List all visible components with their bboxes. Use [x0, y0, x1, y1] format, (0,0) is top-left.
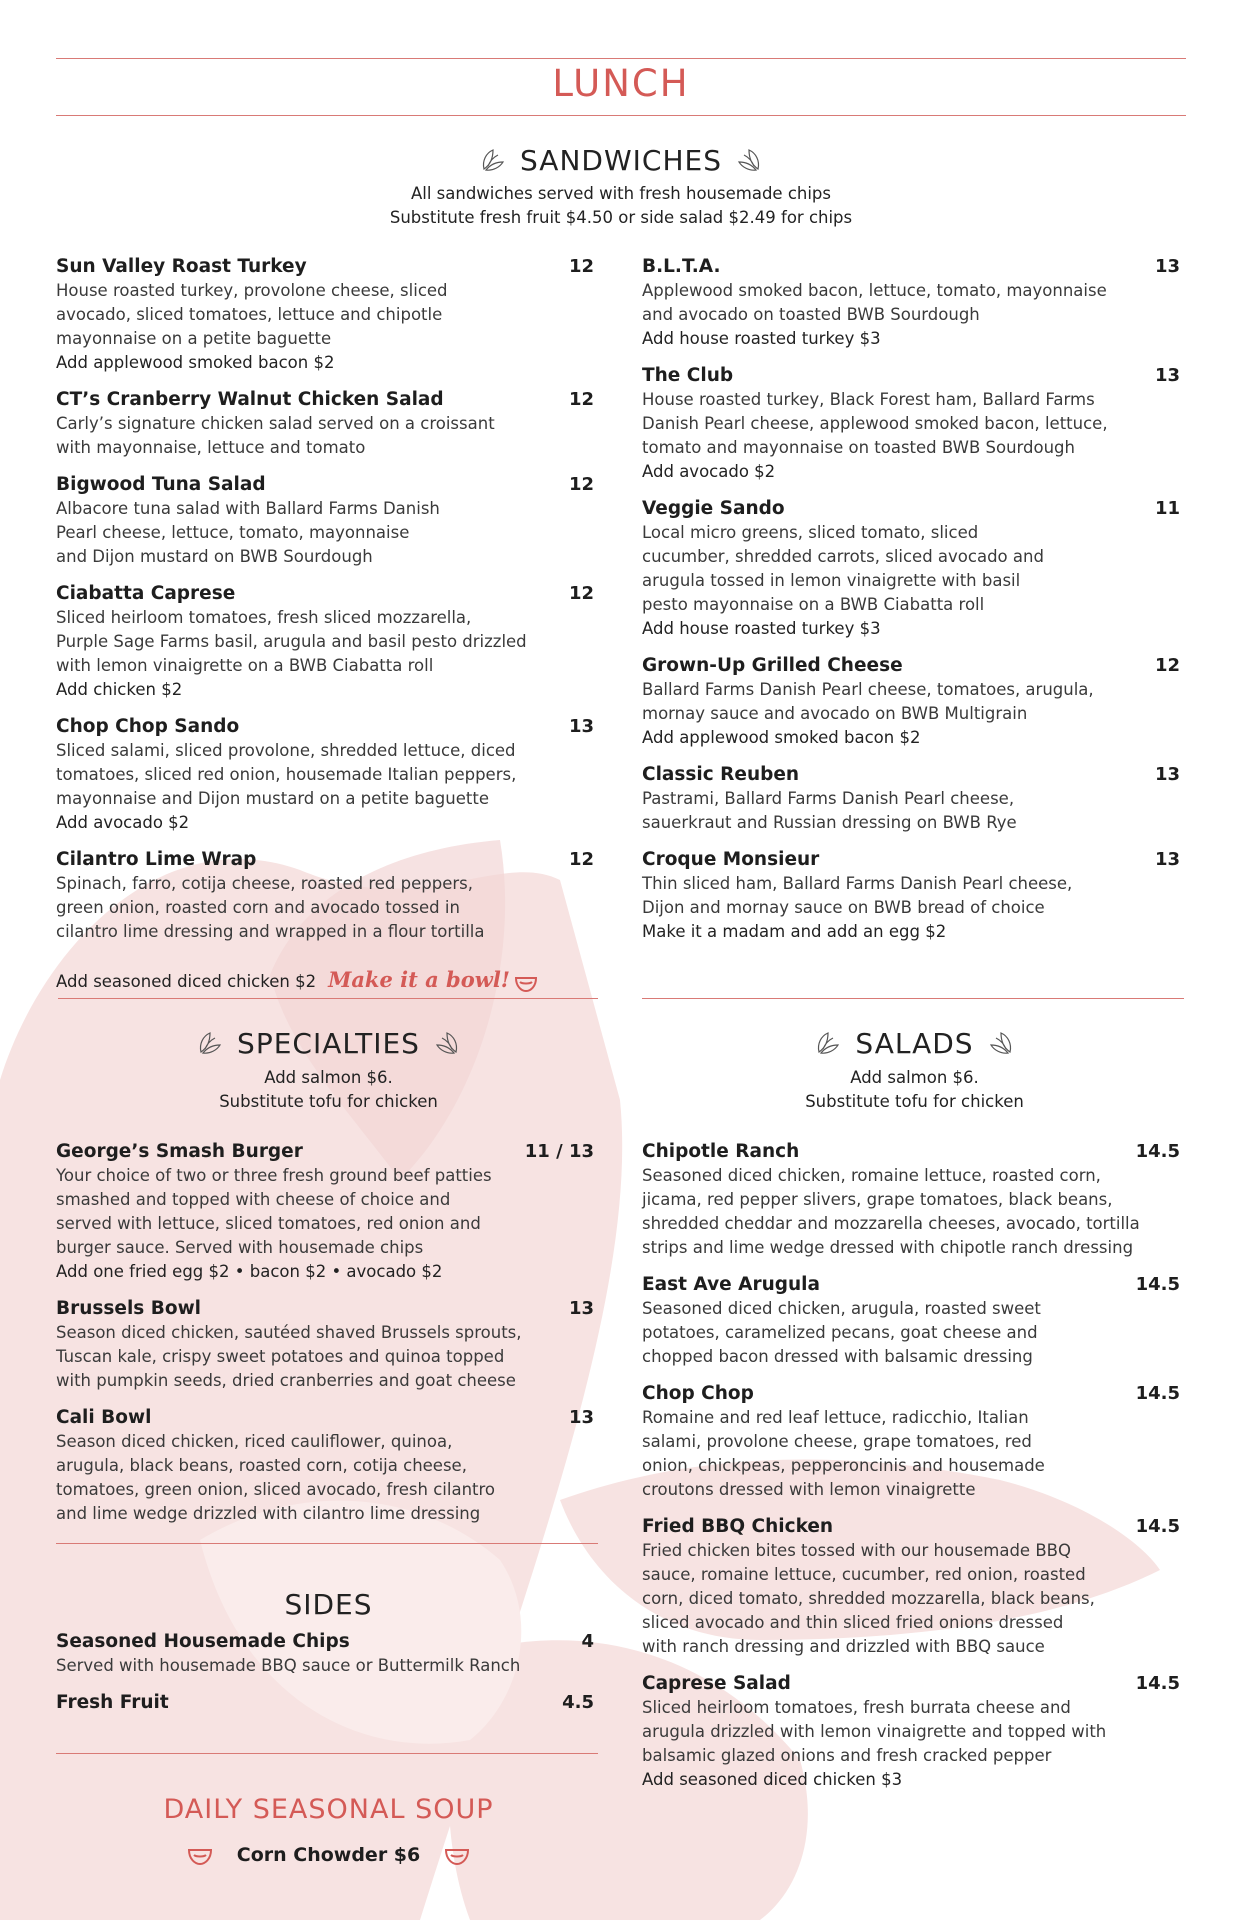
sandwiches-notes: [56, 182, 1186, 230]
item-description: Ballard Farms Danish Pearl cheese, tomatoes, arugula, mornay sauce and avocado on BWB Multigrain: [642, 680, 1094, 723]
section-divider: [642, 998, 1184, 999]
item-description: Pastrami, Ballard Farms Danish Pearl cheese, sauerkraut and Russian dressing on BWB Rye: [642, 789, 1017, 832]
lotus-leaf-icon: [480, 147, 506, 173]
item-name: Fried BBQ Chicken: [642, 1516, 834, 1537]
item-addon: Make it a madam and add an egg $2: [642, 922, 947, 941]
menu-item: [642, 255, 1180, 351]
menu-item: [642, 763, 1180, 835]
item-description: Seasoned diced chicken, romaine lettuce, roasted corn, jicama, red pepper slivers, grape tomatoes, black beans, shredded cheddar and mozzarella cheeses, avocado, tortilla strips and lime wedge dressed with chipotle ranch dressing: [642, 1166, 1140, 1257]
item-description: Seasoned diced chicken, arugula, roasted sweet potatoes, caramelized pecans, goat cheese and chopped bacon dressed with balsamic dressing: [642, 1299, 1041, 1366]
item-price: 13: [1154, 256, 1180, 277]
section-divider: [56, 1543, 598, 1544]
salads-header: [642, 1023, 1187, 1063]
item-price: 12: [568, 474, 594, 495]
section-divider: [58, 998, 598, 999]
salads-note: Substitute tofu for chicken: [805, 1092, 1024, 1111]
menu-item: [56, 1630, 594, 1678]
page-title: LUNCH: [552, 62, 690, 105]
item-description: Season diced chicken, riced cauliflower, quinoa, arugula, black beans, roasted corn, cotija cheese, tomatoes, green onion, sliced avocado, fresh cilantro and lime wedge drizzled with cilantro lime dressing: [56, 1432, 496, 1523]
item-price: 14.5: [1135, 1141, 1180, 1162]
sides-column: [56, 1630, 594, 1728]
item-price: 4.5: [562, 1692, 594, 1713]
item-addon: Add seasoned diced chicken $2: [56, 972, 317, 991]
item-name: Veggie Sando: [642, 498, 785, 519]
item-price: 14.5: [1135, 1383, 1180, 1404]
specialties-title: SPECIALTIES: [237, 1026, 420, 1060]
item-description: Carly’s signature chicken salad served on a croissant with mayonnaise, lettuce and tomato: [56, 414, 495, 457]
item-description: Spinach, farro, cotija cheese, roasted red peppers, green onion, roasted corn and avocado tossed in cilantro lime dressing and wrapped in a flour tortilla: [56, 874, 485, 941]
specialties-note: Add salmon $6.: [264, 1068, 393, 1087]
item-name: Bigwood Tuna Salad: [56, 474, 266, 495]
item-addon: Add house roasted turkey $3: [642, 619, 881, 638]
item-description: Local micro greens, sliced tomato, sliced cucumber, shredded carrots, sliced avocado and arugula tossed in lemon vinaigrette with basil pesto mayonnaise on a BWB Ciabatta roll: [642, 523, 1044, 614]
item-price: 13: [568, 1298, 594, 1319]
menu-item: [642, 1140, 1180, 1260]
item-addon: Add applewood smoked bacon $2: [642, 728, 921, 747]
specialties-note: Substitute tofu for chicken: [219, 1092, 438, 1111]
item-name: Seasoned Housemade Chips: [56, 1631, 350, 1652]
item-name: George’s Smash Burger: [56, 1141, 303, 1162]
item-addon: Add house roasted turkey $3: [642, 329, 881, 348]
item-name: East Ave Arugula: [642, 1274, 820, 1295]
item-description: Sliced heirloom tomatoes, fresh sliced mozzarella, Purple Sage Farms basil, arugula and basil pesto drizzled with lemon vinaigrette on a BWB Ciabatta roll: [56, 608, 527, 675]
soup-title: DAILY SEASONAL SOUP: [163, 1793, 494, 1825]
item-name: Chipotle Ranch: [642, 1141, 800, 1162]
item-addon-line: [56, 944, 594, 994]
item-name: Chop Chop Sando: [56, 716, 240, 737]
bowl-icon: [444, 1844, 470, 1866]
item-addon: Add avocado $2: [642, 462, 776, 481]
menu-item: [56, 715, 594, 835]
item-price: 12: [568, 583, 594, 604]
item-price: 13: [1154, 849, 1180, 870]
sandwiches-note: All sandwiches served with fresh housemade chips: [410, 184, 832, 203]
item-description: Sliced salami, sliced provolone, shredded lettuce, diced tomatoes, sliced red onion, housemade Italian peppers, mayonnaise and Dijon mustard on a petite baguette: [56, 741, 517, 808]
item-addon: Add applewood smoked bacon $2: [56, 353, 335, 372]
menu-item: [56, 582, 594, 702]
sandwiches-title: SANDWICHES: [520, 143, 722, 177]
sides-header: [56, 1584, 601, 1624]
menu-item: [56, 1406, 594, 1526]
salads-column: [642, 1140, 1180, 1805]
item-addon: Add seasoned diced chicken $3: [642, 1770, 903, 1789]
menu-item: [642, 654, 1180, 750]
lotus-leaf-icon: [434, 1030, 460, 1056]
menu-item: [642, 1382, 1180, 1502]
item-price: 14.5: [1135, 1673, 1180, 1694]
item-price: 13: [568, 1407, 594, 1428]
sandwiches-right-column: [642, 255, 1180, 957]
item-name: The Club: [642, 365, 734, 386]
item-price: 11: [1154, 498, 1180, 519]
menu-item: [56, 473, 594, 569]
item-description: Applewood smoked bacon, lettuce, tomato, mayonnaise and avocado on toasted BWB Sourdough: [642, 281, 1107, 324]
section-divider: [56, 1753, 598, 1754]
title-rule-bottom: [56, 115, 1186, 116]
item-description: Albacore tuna salad with Ballard Farms Danish Pearl cheese, lettuce, tomato, mayonnaise and Dijon mustard on BWB Sourdough: [56, 499, 440, 566]
lotus-leaf-icon: [197, 1030, 223, 1056]
sides-title: SIDES: [284, 1587, 373, 1621]
soup-item: Corn Chowder $6: [236, 1844, 421, 1866]
item-price: 12: [568, 389, 594, 410]
specialties-column: [56, 1140, 594, 1539]
item-name: CT’s Cranberry Walnut Chicken Salad: [56, 389, 444, 410]
salads-title: SALADS: [855, 1026, 974, 1060]
title-rule-top: [56, 58, 1186, 59]
menu-item: [56, 1140, 594, 1284]
item-name: Ciabatta Caprese: [56, 583, 236, 604]
item-price: 14.5: [1135, 1274, 1180, 1295]
sandwiches-note: Substitute fresh fruit $4.50 or side salad $2.49 for chips: [389, 208, 853, 227]
item-description: Season diced chicken, sautéed shaved Brussels sprouts, Tuscan kale, crispy sweet potatoes and quinoa topped with pumpkin seeds, dried cranberries and goat cheese: [56, 1323, 522, 1390]
lotus-leaf-icon: [736, 147, 762, 173]
make-it-a-bowl-note: Make it a bowl!: [328, 967, 511, 992]
item-description: Romaine and red leaf lettuce, radicchio, Italian salami, provolone cheese, grape tomatoes, red onion, chickpeas, pepperoncinis and housemade croutons dressed with lemon vinaigrette: [642, 1408, 1045, 1499]
lotus-leaf-icon: [815, 1030, 841, 1056]
item-description: Sliced heirloom tomatoes, fresh burrata cheese and arugula drizzled with lemon vinaigrette and topped with balsamic glazed onions and fresh cracked pepper: [642, 1698, 1107, 1765]
menu-item: [642, 364, 1180, 484]
item-description: House roasted turkey, Black Forest ham, Ballard Farms Danish Pearl cheese, applewood smoked bacon, lettuce, tomato and mayonnaise on toasted BWB Sourdough: [642, 390, 1108, 457]
menu-item: [642, 1515, 1180, 1659]
item-name: Fresh Fruit: [56, 1692, 169, 1713]
menu-item: [642, 1672, 1180, 1792]
soup-header: [56, 1789, 601, 1829]
menu-item: [56, 255, 594, 375]
item-name: Sun Valley Roast Turkey: [56, 256, 307, 277]
item-price: 12: [568, 849, 594, 870]
item-name: Croque Monsieur: [642, 849, 820, 870]
item-addon: Add chicken $2: [56, 680, 183, 699]
item-price: 13: [568, 716, 594, 737]
item-price: 11 / 13: [524, 1141, 594, 1162]
bowl-icon: [514, 973, 538, 993]
item-name: Cilantro Lime Wrap: [56, 849, 257, 870]
item-price: 14.5: [1135, 1516, 1180, 1537]
menu-item: [56, 388, 594, 460]
menu-item: [642, 848, 1180, 944]
item-addon: Add avocado $2: [56, 813, 190, 832]
item-price: 13: [1154, 764, 1180, 785]
bowl-icon: [187, 1844, 213, 1866]
item-name: Classic Reuben: [642, 764, 800, 785]
item-addon: Add one fried egg $2 • bacon $2 • avocado $2: [56, 1262, 443, 1281]
sandwiches-left-column: [56, 255, 594, 1007]
menu-item: [642, 497, 1180, 641]
specialties-notes: [56, 1066, 601, 1114]
item-price: 4: [581, 1631, 594, 1652]
item-name: Caprese Salad: [642, 1673, 791, 1694]
item-description: House roasted turkey, provolone cheese, sliced avocado, sliced tomatoes, lettuce and chipotle mayonnaise on a petite baguette: [56, 281, 448, 348]
salads-note: Add salmon $6.: [850, 1068, 979, 1087]
item-description: Thin sliced ham, Ballard Farms Danish Pearl cheese, Dijon and mornay sauce on BWB bread of choice: [642, 874, 1073, 917]
item-price: 13: [1154, 365, 1180, 386]
item-price: 12: [1154, 655, 1180, 676]
menu-item: [56, 848, 594, 994]
item-price: 12: [568, 256, 594, 277]
lotus-leaf-icon: [988, 1030, 1014, 1056]
item-description: Fried chicken bites tossed with our housemade BBQ sauce, romaine lettuce, cucumber, red onion, roasted corn, diced tomato, shredded mozzarella, black beans, sliced avocado and thin sliced fried onions dressed with ranch dressing and drizzled with BBQ sauce: [642, 1541, 1095, 1656]
item-description: Served with housemade BBQ sauce or Buttermilk Ranch: [56, 1656, 521, 1675]
item-name: B.L.T.A.: [642, 256, 721, 277]
item-name: Cali Bowl: [56, 1407, 152, 1428]
salads-notes: [642, 1066, 1187, 1114]
item-name: Chop Chop: [642, 1383, 754, 1404]
menu-item: [56, 1691, 594, 1715]
soup-line: [56, 1838, 601, 1872]
menu-item: [56, 1297, 594, 1393]
sandwiches-header: [56, 140, 1186, 180]
item-description: Your choice of two or three fresh ground beef patties smashed and topped with cheese of choice and served with lettuce, sliced tomatoes, red onion and burger sauce. Served with housemade chips: [56, 1166, 492, 1257]
item-name: Brussels Bowl: [56, 1298, 202, 1319]
menu-item: [642, 1273, 1180, 1369]
specialties-header: [56, 1023, 601, 1063]
item-name: Grown-Up Grilled Cheese: [642, 655, 903, 676]
